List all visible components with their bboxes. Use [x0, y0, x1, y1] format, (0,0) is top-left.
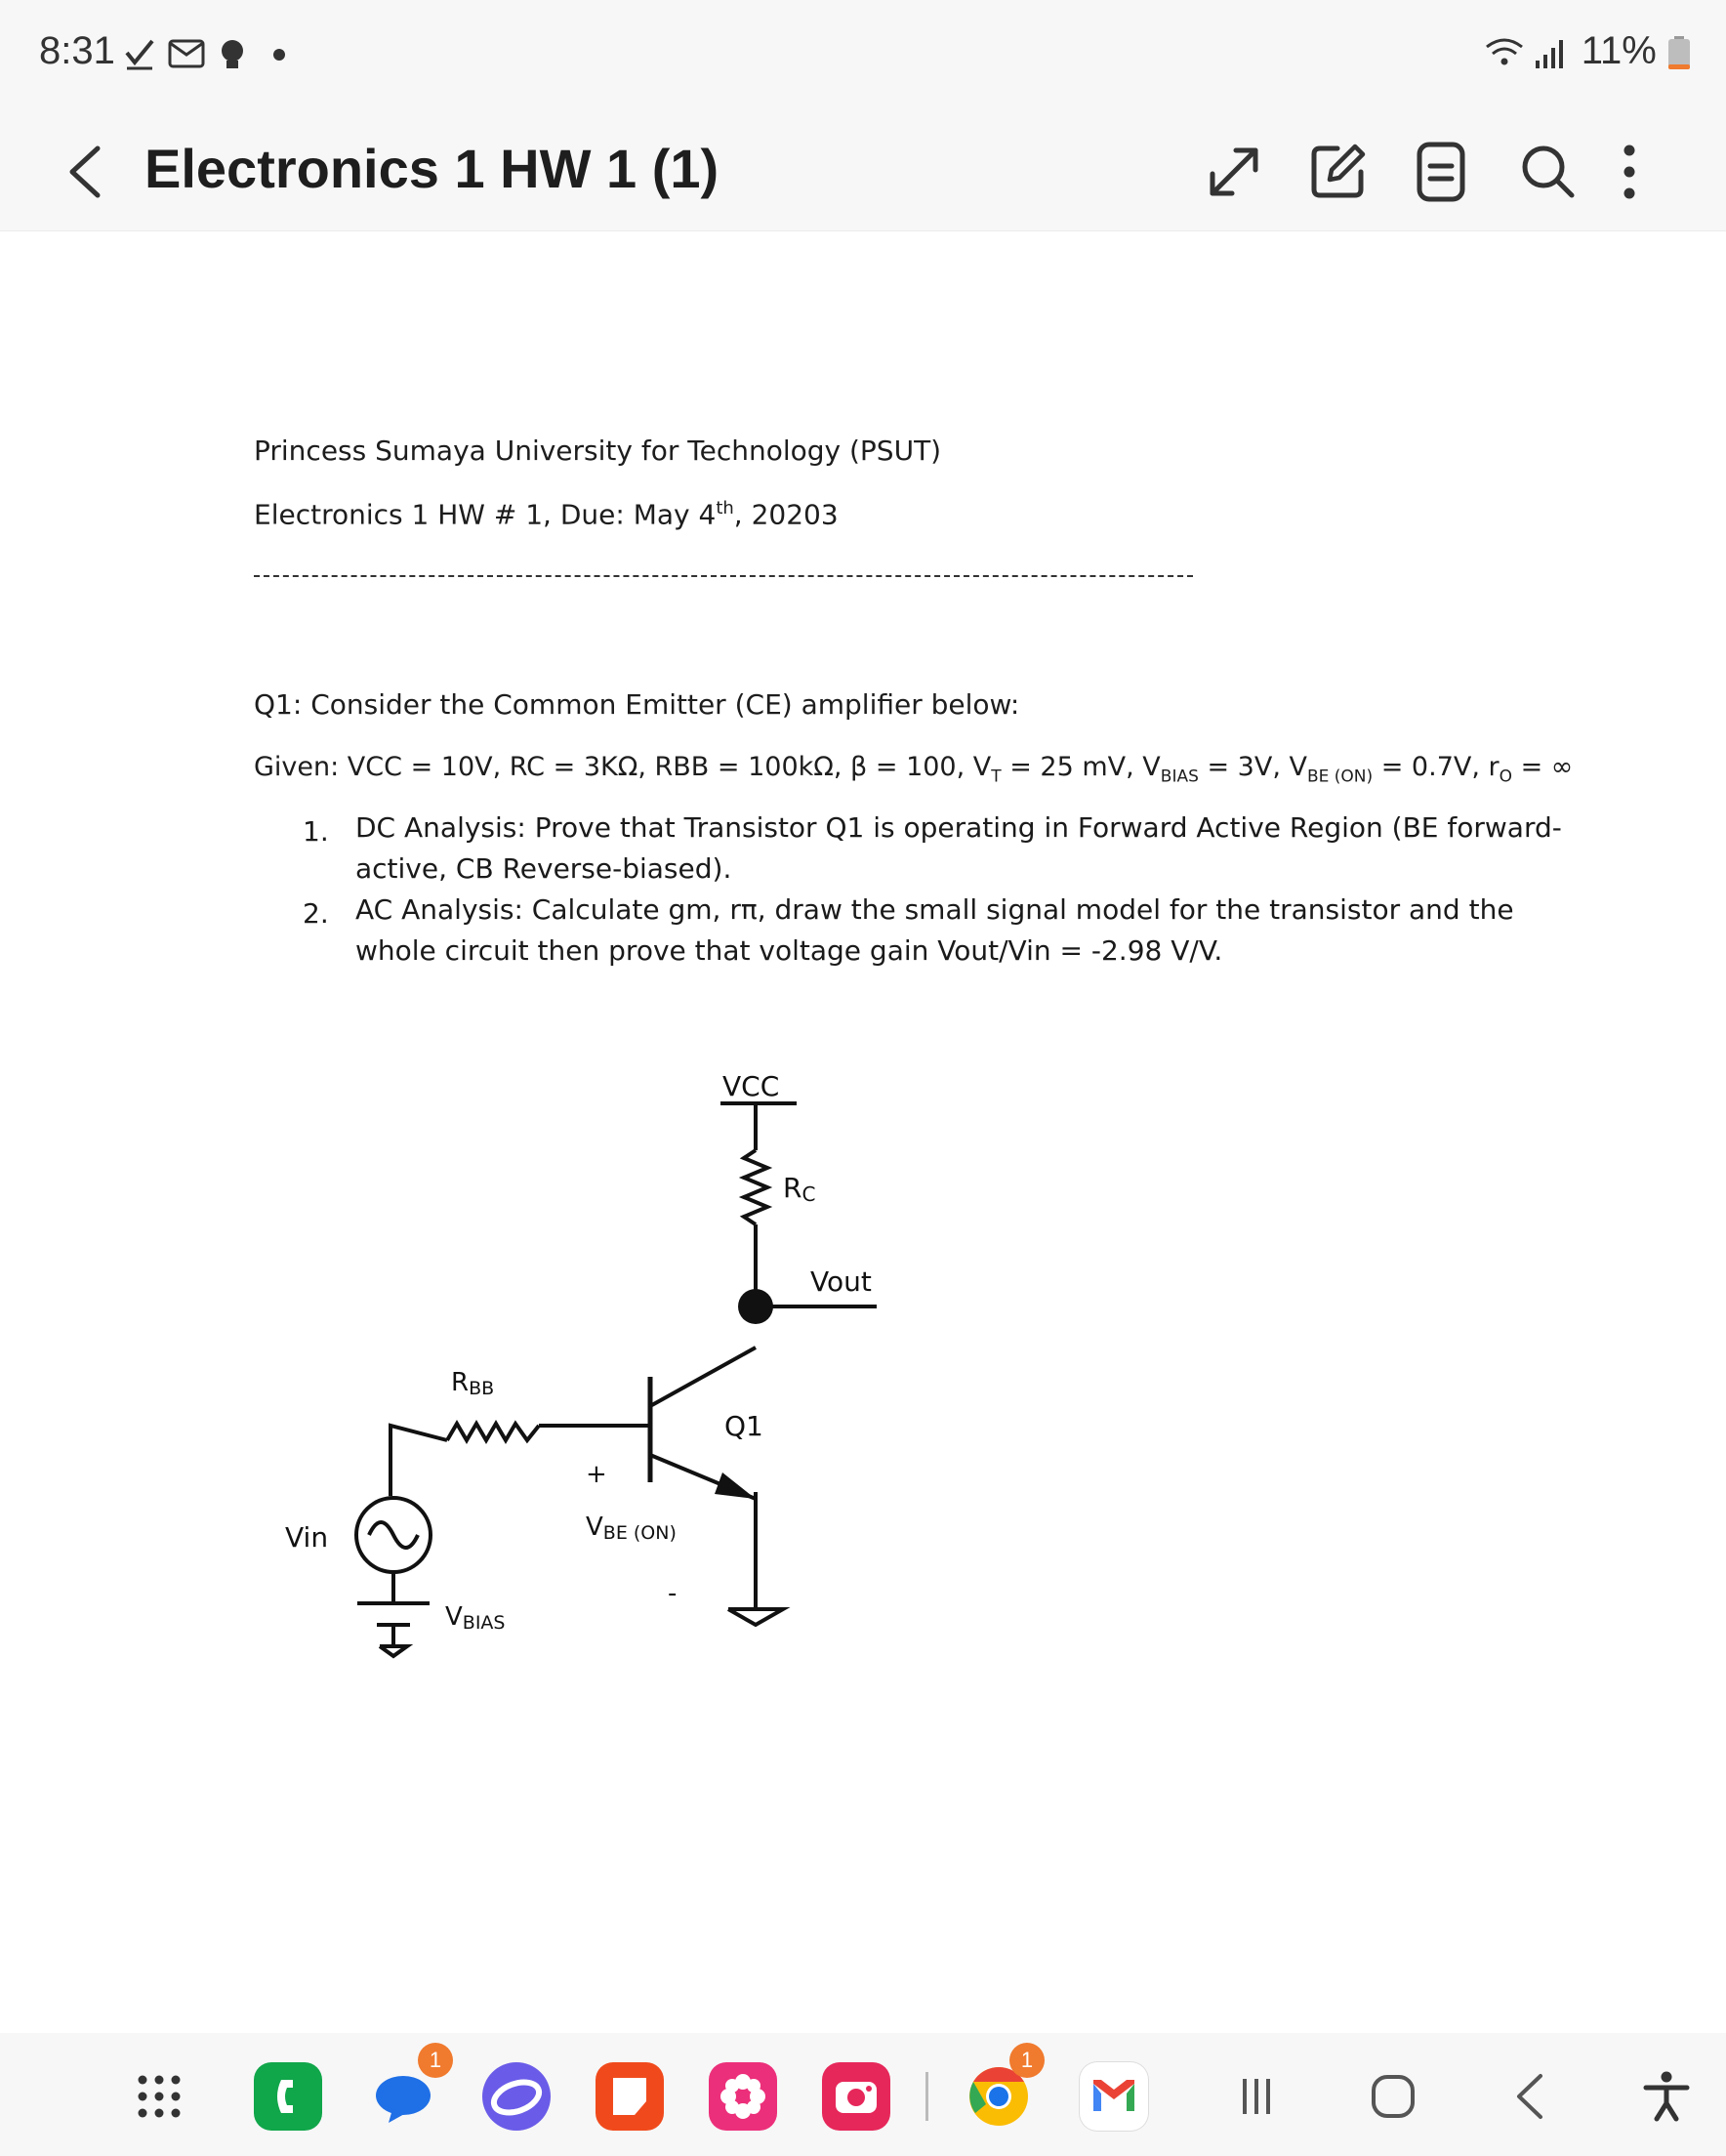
rbb-resistor	[447, 1424, 539, 1440]
emitter-arrow	[715, 1472, 756, 1499]
blossom-glyph-icon	[709, 2062, 777, 2131]
hw-line-suffix: , 20203	[733, 498, 839, 531]
svg-text:VBE (ON)	[586, 1513, 677, 1544]
accessibility-icon[interactable]	[1632, 2062, 1701, 2131]
given-ro-sub: O	[1499, 767, 1512, 787]
camera-glyph-icon	[822, 2062, 890, 2131]
item-1-number: 1.	[303, 815, 329, 848]
vbe-label: V	[586, 1513, 603, 1542]
item-1-text: DC Analysis: Prove that Transistor Q1 is operating in Forward Active Region (BE forward-active, CB Reverse-biased).	[355, 811, 1562, 885]
outlook-icon	[170, 41, 203, 66]
recents-icon[interactable]	[1222, 2062, 1291, 2131]
gmail-glyph-icon	[1080, 2062, 1148, 2131]
circuit-diagram	[0, 231, 1726, 2033]
item-2-text: AC Analysis: Calculate gm, rπ, draw the small signal model for the transistor and the whole circuit then prove that voltage gain Vout/Vin = -2.98 V/V.	[355, 893, 1514, 967]
svg-text:VBIAS	[445, 1602, 506, 1634]
given-prefix: Given: VCC = 10V, RC = 3KΩ, RBB = 100kΩ, β = 100, V	[254, 752, 992, 782]
hw-line-sup: th	[716, 498, 734, 518]
status-time: 8:31	[39, 29, 115, 72]
ground-symbol	[728, 1609, 783, 1625]
vbias-ground-symbol	[380, 1646, 407, 1656]
vin-label: Vin	[285, 1521, 329, 1554]
vbias-label: V	[445, 1602, 463, 1632]
given-suffix: = ∞	[1512, 752, 1574, 782]
battery-icon	[1667, 35, 1691, 70]
q1-label: Q1	[724, 1410, 763, 1442]
vbias-sub: BIAS	[462, 1612, 506, 1634]
given-vbias-sub: BIAS	[1160, 767, 1199, 787]
back-icon[interactable]	[1498, 2062, 1566, 2131]
vcc-label: VCC	[722, 1070, 780, 1102]
rc-resistor	[744, 1150, 767, 1224]
rbb-sub: BB	[469, 1378, 495, 1399]
gmail-app-icon[interactable]	[1080, 2062, 1148, 2131]
vbe-plus: +	[586, 1460, 607, 1489]
vbe-sub: BE (ON)	[602, 1522, 677, 1544]
status-right	[1483, 29, 1691, 73]
given-mid1: = 25 mV, V	[1001, 752, 1161, 782]
chrome-app-icon[interactable]	[965, 2048, 1034, 2131]
given-vt-sub: T	[991, 767, 1002, 787]
blossom-app-icon[interactable]	[709, 2062, 777, 2131]
notes-glyph-icon	[596, 2062, 664, 2131]
vbe-minus: -	[668, 1579, 678, 1608]
document-page	[0, 231, 1726, 2033]
camera-app-icon[interactable]	[822, 2062, 890, 2131]
more-icon[interactable]	[1605, 135, 1654, 209]
svg-text:RBB	[451, 1368, 494, 1399]
phone-glyph-icon	[254, 2062, 322, 2131]
given-mid3: = 0.7V, r	[1373, 752, 1500, 782]
check-icon	[127, 41, 152, 68]
dot-icon	[273, 49, 285, 61]
rc-label: R	[783, 1172, 802, 1204]
back-arrow-icon[interactable]	[57, 135, 115, 209]
home-icon[interactable]	[1359, 2062, 1427, 2131]
battery-percent: 11%	[1581, 29, 1657, 72]
messages-badge: 1	[418, 2043, 453, 2078]
edit-icon[interactable]	[1300, 135, 1375, 209]
app-drawer-icon[interactable]	[125, 2062, 193, 2131]
dock-divider	[925, 2072, 928, 2121]
bulb-icon	[222, 40, 243, 68]
messages-app-icon[interactable]	[369, 2048, 442, 2131]
rbb-label: R	[451, 1368, 470, 1397]
rc-sub: C	[801, 1182, 816, 1206]
hw-line-prefix: Electronics 1 HW # 1, Due: May 4	[254, 498, 717, 531]
given-mid2: = 3V, V	[1198, 752, 1307, 782]
collector-lead	[650, 1348, 756, 1406]
rbb-left-wire	[390, 1426, 447, 1496]
document-title: Electronics 1 HW 1 (1)	[144, 138, 719, 199]
internet-glyph-icon	[482, 2062, 551, 2131]
vout-label: Vout	[810, 1265, 872, 1298]
app-bar	[0, 113, 1726, 231]
status-bar	[0, 0, 1726, 113]
expand-icon[interactable]	[1197, 135, 1271, 209]
question-line: Q1: Consider the Common Emitter (CE) amplifier below:	[254, 688, 1020, 721]
phone-app-icon[interactable]	[254, 2062, 322, 2131]
item-2-number: 2.	[303, 897, 329, 930]
university-line: Princess Sumaya University for Technology (PSUT)	[254, 435, 942, 467]
wifi-signal-icon	[1483, 35, 1571, 70]
samsung-internet-app-icon[interactable]	[482, 2062, 551, 2131]
nav-bar	[0, 2033, 1726, 2156]
notification-icons	[123, 33, 299, 72]
svg-text:RC	[783, 1172, 815, 1206]
reading-mode-icon[interactable]	[1404, 135, 1478, 209]
chrome-badge: 1	[1009, 2043, 1045, 2078]
notes-app-icon[interactable]	[596, 2062, 664, 2131]
given-vbe-sub: BE (ON)	[1306, 767, 1374, 787]
vout-node	[738, 1289, 773, 1324]
vin-sine	[369, 1522, 418, 1548]
search-icon[interactable]	[1511, 135, 1585, 209]
